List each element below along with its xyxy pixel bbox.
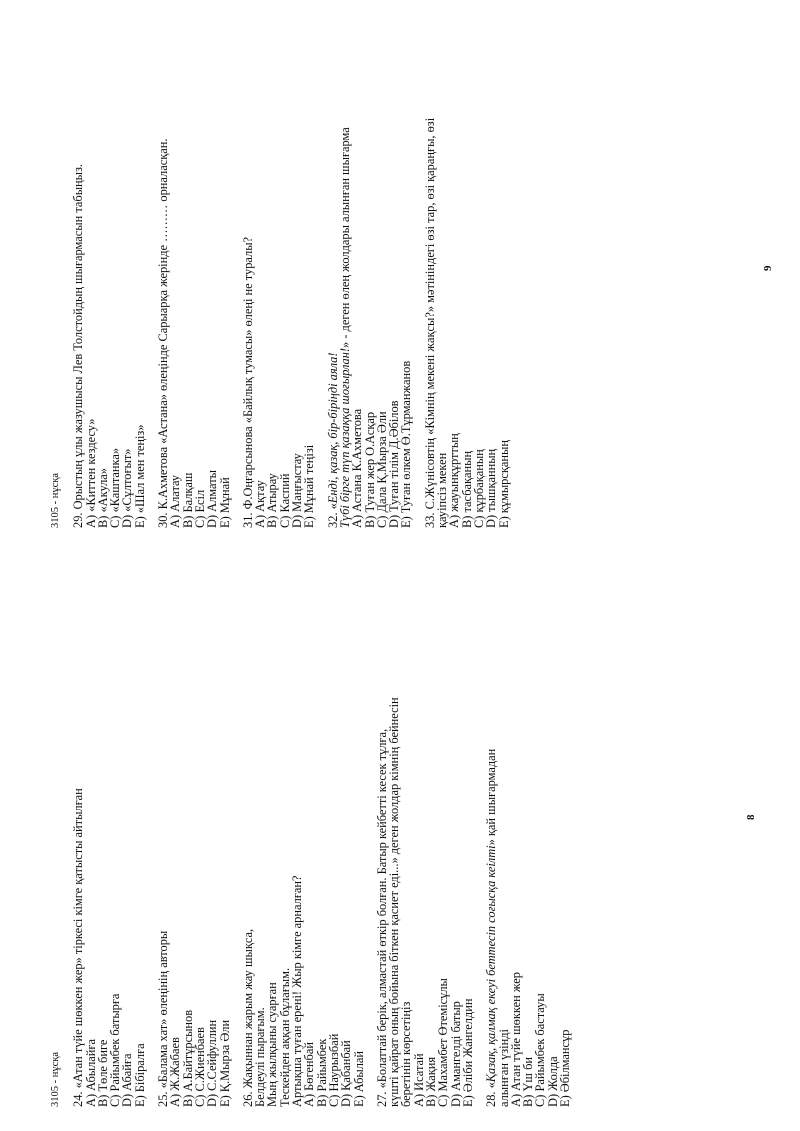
poem-line: Тескейден аққан бұлағым. [277,967,292,1107]
question-text: 25. «Балама хат» өлеңінің авторы [156,930,171,1107]
question-text: 24. «Атан түйе шөккен жер» тіркесі кімге қатысты айтылған [71,788,86,1107]
question-line: 33. С.Жүнісовтің «Кімнің мекені жақсы?» мәтініндегі өзі тар, өзі қараңғы, өзі [422,117,437,528]
question-33 [424,8,510,528]
question-line: 32. «Енді, қазақ, бір-біріңді аяла! [325,352,340,528]
question-29 [72,8,146,528]
option-e: Е) Әбілмансұр [557,1029,572,1107]
option-d: D) Туған тілім Д.Әбілов [387,400,402,528]
question-25 [157,637,231,1107]
question-24 [72,637,146,1107]
option-b: В) Туған жер О.Асқар [362,411,377,528]
option-c: С) Дала Қ.Мырза Әли [374,411,389,528]
option-a: А) Атан түйе шөккен жер [508,972,523,1107]
option-c: С) Наурызбай [326,1033,341,1107]
option-b: В) «Акула» [95,467,110,528]
option-b: В) Балқаш [180,472,195,528]
poem-line: Белдеулі пырағым. [253,1007,268,1107]
question-line: алынған үзінді [496,1029,511,1107]
variant-header: 3105 - нұсқа [50,1051,61,1107]
option-d: D) С.Сейфуллин [205,1019,220,1107]
question-text: 28. «Қазақ, қалмақ екеуі беттесіп соғысқа кеілті» қай шығармадан [484,748,499,1107]
option-c: С) С.Жиенбаев [192,1027,207,1107]
option-e: Е) Әліби Жангелдин [460,998,475,1107]
question-text: 29. Орыстың ұлы жазушысы Лев Толстойдың шығармасын табыңыз. [71,164,86,528]
option-b: В) Төле биге [95,1039,110,1107]
option-b: В) тасбақаның [459,450,474,528]
option-a: А) Астана К.Ахметова [350,408,365,528]
poem-line: Артықша туған ерені! Жыр кімге арналған? [290,875,305,1107]
option-d: D) Маңғыстау [290,453,305,528]
question-28 [485,637,571,1107]
option-e: Е) Бібіралға [132,1043,147,1107]
variant-header: 3105 - нұсқа [50,472,61,528]
option-b: В) Үш би [521,1056,536,1107]
option-d: D) «Сұлтоғыт» [120,448,135,528]
option-b: В) Райымбек [314,1038,329,1107]
option-d: D) Алматы [205,470,220,528]
option-a: А) Ж.Жабаев [168,1037,183,1107]
question-line: қауіпсіз мекен [435,452,450,528]
option-a: А) Ақтау [253,480,268,528]
option-c: С) Райымбек батырға [108,993,123,1107]
option-b: В) Атырау [265,473,280,528]
option-e: Е) Қ.Мырза Әли [217,1019,232,1107]
option-e: Е) Туған өлкем Ө.Тұрманжанов [399,360,414,528]
option-c: С) Есіл [192,489,207,528]
question-31 [242,8,316,528]
page-number-9: 9 [762,265,774,271]
option-e: Е) «Шал мен теңіз» [132,424,147,528]
poem-line: 26. Жақыннан жарым жау шықса, [240,928,255,1107]
question-line: Түбі бірге түп қазаққа шоғырлан!» - деген өлең жолдары алынған шығарма [337,127,352,528]
question-27 [376,637,474,1107]
question-line: 27. «Болаттай берік, алмастай өткір болған. Батыр кейбетті кесек тұлға, [374,728,389,1107]
option-c: С) Райымбек бастауы [533,993,548,1107]
option-a: А) «Киттен кездесу» [83,418,98,528]
option-c: С) «Каштанка» [108,447,123,528]
option-d: D) Амангелді батыр [448,1001,463,1107]
option-d: D) Қабанбай [339,1040,354,1107]
option-b: В) А.Байтұрсынов [180,1009,195,1107]
question-30 [157,8,231,528]
question-line: күшті қайрат оның бойына біткен қасиет еді...» деген жолдар кімнің бейнесін [387,697,402,1107]
option-c: С) Махамбет Өтемісұлы [436,978,451,1107]
option-e: Е) құмырсқаның [496,440,511,528]
option-c: С) Каспий [277,473,292,528]
option-a: А) жауынқұрттың [447,433,462,528]
option-e: Е) Абылай [351,1050,366,1107]
option-a: А) Исатай [411,1053,426,1107]
poem-line: Мың жылқыны суарған [265,982,280,1107]
option-a: А) Абылайға [83,1038,98,1107]
question-26 [242,637,365,1107]
option-d: D) тышқанның [484,448,499,528]
page-number-8: 8 [745,814,757,820]
question-text: 30. К.Ахметова «Астана» өлеңінде Сарыарқа жерінде ……… орналасқан. [156,138,171,528]
option-e: Е) Мұнай теңізі [302,444,317,528]
option-b: В) Жақия [424,1056,439,1107]
option-a: А) Алатау [168,474,183,528]
question-line: беретінін көрсетіңіз [399,1001,414,1107]
left-page [50,637,582,1107]
option-c: С) құрбақаның [471,449,486,528]
option-a: А) Бөгенбай [302,1042,317,1107]
option-e: Е) Мұнай [217,477,232,528]
right-page [50,8,521,528]
question-32 [327,8,413,528]
option-d: D) Жолда [545,1056,560,1107]
question-text: 31. Ф.Оңғарсынова «Байлық тумасы» өлеңі не туралы? [240,236,255,528]
option-d: D) Абайға [120,1053,135,1107]
